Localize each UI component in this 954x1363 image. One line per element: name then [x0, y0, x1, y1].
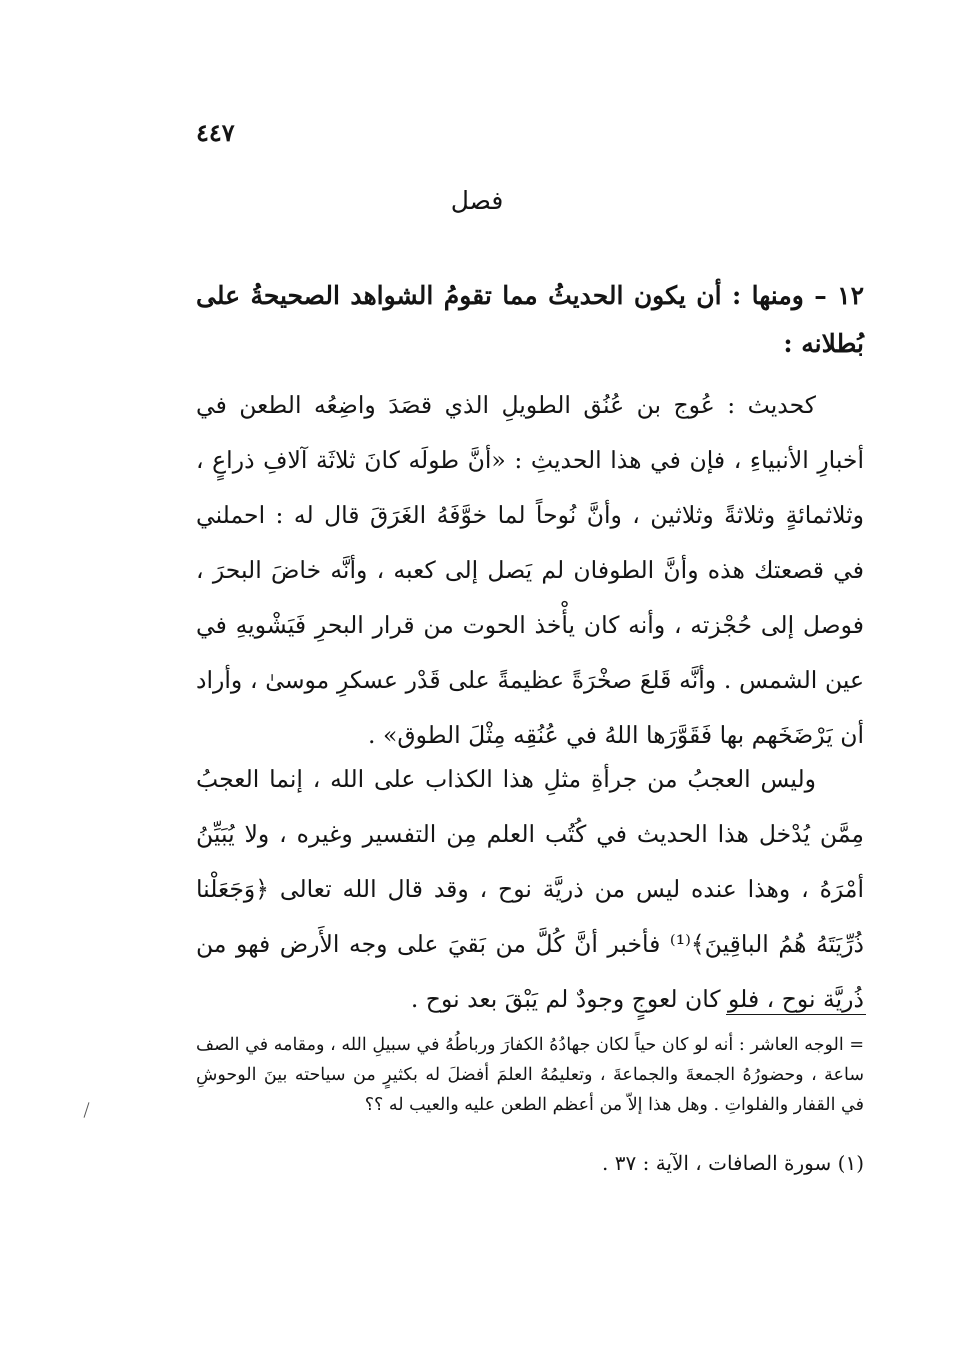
footnote-one: (١) سورة الصافات ، الآية : ٣٧ .	[602, 1151, 864, 1175]
section-title: فصل	[450, 186, 504, 215]
scan-mark	[84, 1102, 90, 1118]
paragraph-first: كحديث : عُوج بن عُنُق الطويلِ الذي قصَدَ واضِعُه الطعن في أخبارِ الأنبياءِ ، فإن في هذا الحديثِ : «أنَّ طولَه كانَ ثلاثَة آلافِ ذراعٍ ، وثلاثمائةٍ وثلاثةً وثلاثين ، وأنَّ نُوحاً لما خوَّفَهُ الغَرَقَ قال له : احملني في قصعتك هذه وأنَّ الطوفان لم يَصل إلى كعبه ، وأنَّه خاضَ البحرَ ، فوصل إلى حُجْزته ، وأنه كان يأْخذ الحوت من قرار البحرِ فَيَشْويهِ في عين الشمس . وأنَّه قَلعَ صخْرَةً عظيمةً على قَدْر عسكرِ موسىٰ ، وأراد أن يَرْضَخَهم بها فَقَوَّرَها اللهُ في عُنُقِه مِثْلَ الطوق» .	[196, 391, 864, 749]
item-heading: ١٢ – ومنها : أن يكون الحديثُ مما تقومُ الشواهد الصحيحةُ على بُطلانه :	[196, 281, 864, 358]
footnote-continued: = الوجه العاشر : أنه لو كان حياً لكان جهادُهُ الكفارَ ورباطُهُ في سبيلِ الله ، ومقامه في الصف ساعة ، وحضورُهُ الجمعةَ والجماعةَ ، وتعليمُهُ العلمَ أفضلَ له بكثيرٍ من سياحته بينَ الوحوشِ في القفار والفلواتِ . وهل هذا إلاّ من أعظم الطعن عليه والعيب له ؟؟	[196, 1035, 864, 1115]
paragraph-second: وليس العجبُ من جرأةِ مثلِ هذا الكذاب على الله ، إنما العجبُ مِمَّن يُدْخل هذا الحديث في كُتُب العلم مِن التفسير وغيره ، ولا يُبَيِّنُ أمْرَهُ ، وهذا عنده ليس من ذريَّة نوح ، وقد قال الله تعالى ﴿وَجَعَلْنا ذُرِّيَتَهُ هُمُ الباقِينَ﴾⁽¹⁾ فأخبر أنَّ كُلَّ من بَقيَ على وجه الأَرض فهو من ذُريَّة نوح ، فلو كان لعوجٍ وجودٌ لم يَبْقَ بعد نوح .	[196, 765, 865, 1013]
footnote-divider	[726, 1014, 866, 1015]
page-number: ٤٤٧	[196, 118, 235, 147]
